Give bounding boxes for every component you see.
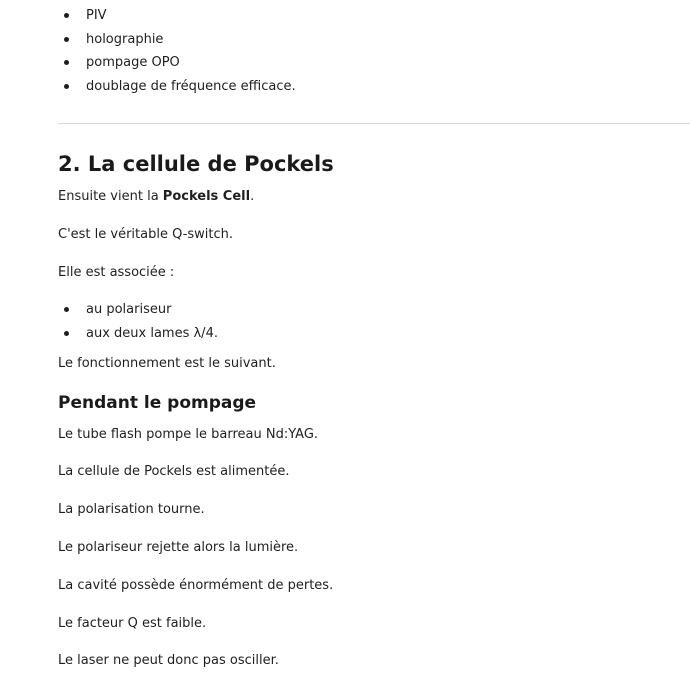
paragraph-intro — [58, 188, 254, 206]
paragraph-pompage: Le laser ne peut donc pas osciller. — [58, 653, 279, 668]
paragraph-pompage: Le facteur Q est faible. — [58, 616, 207, 631]
paragraph-pompage: Le tube flash pompe le barreau Nd:YAG. — [58, 427, 319, 442]
paragraph-pompage: Le polariseur rejette alors la lumière. — [58, 540, 299, 555]
list-item: PIV — [58, 4, 296, 28]
list-item: aux deux lames λ/4. — [58, 322, 218, 346]
paragraph-associee: Elle est associée : — [58, 265, 175, 280]
intro-text: Ensuite vient la — [58, 189, 163, 204]
paragraph-qswitch: C'est le véritable Q-switch. — [58, 227, 234, 242]
paragraph-pompage: La polarisation tourne. — [58, 502, 205, 517]
paragraph-pompage: La cellule de Pockels est alimentée. — [58, 464, 290, 479]
section-heading-pockels: 2. La cellule de Pockels — [58, 152, 334, 176]
horizontal-divider — [58, 123, 690, 124]
list-item: doublage de fréquence efficace. — [58, 75, 296, 99]
list-item: pompage OPO — [58, 51, 296, 75]
association-list — [58, 298, 218, 345]
list-item: holographie — [58, 28, 296, 52]
subsection-heading-pompage: Pendant le pompage — [58, 393, 257, 413]
paragraph-fonctionnement: Le fonctionnement est le suivant. — [58, 356, 276, 371]
paragraph-pompage: La cavité possède énormément de pertes. — [58, 578, 334, 593]
applications-list — [58, 4, 296, 98]
pockels-cell-term: Pockels Cell — [162, 189, 251, 204]
intro-suffix: . — [250, 189, 255, 204]
list-item: au polariseur — [58, 298, 218, 322]
